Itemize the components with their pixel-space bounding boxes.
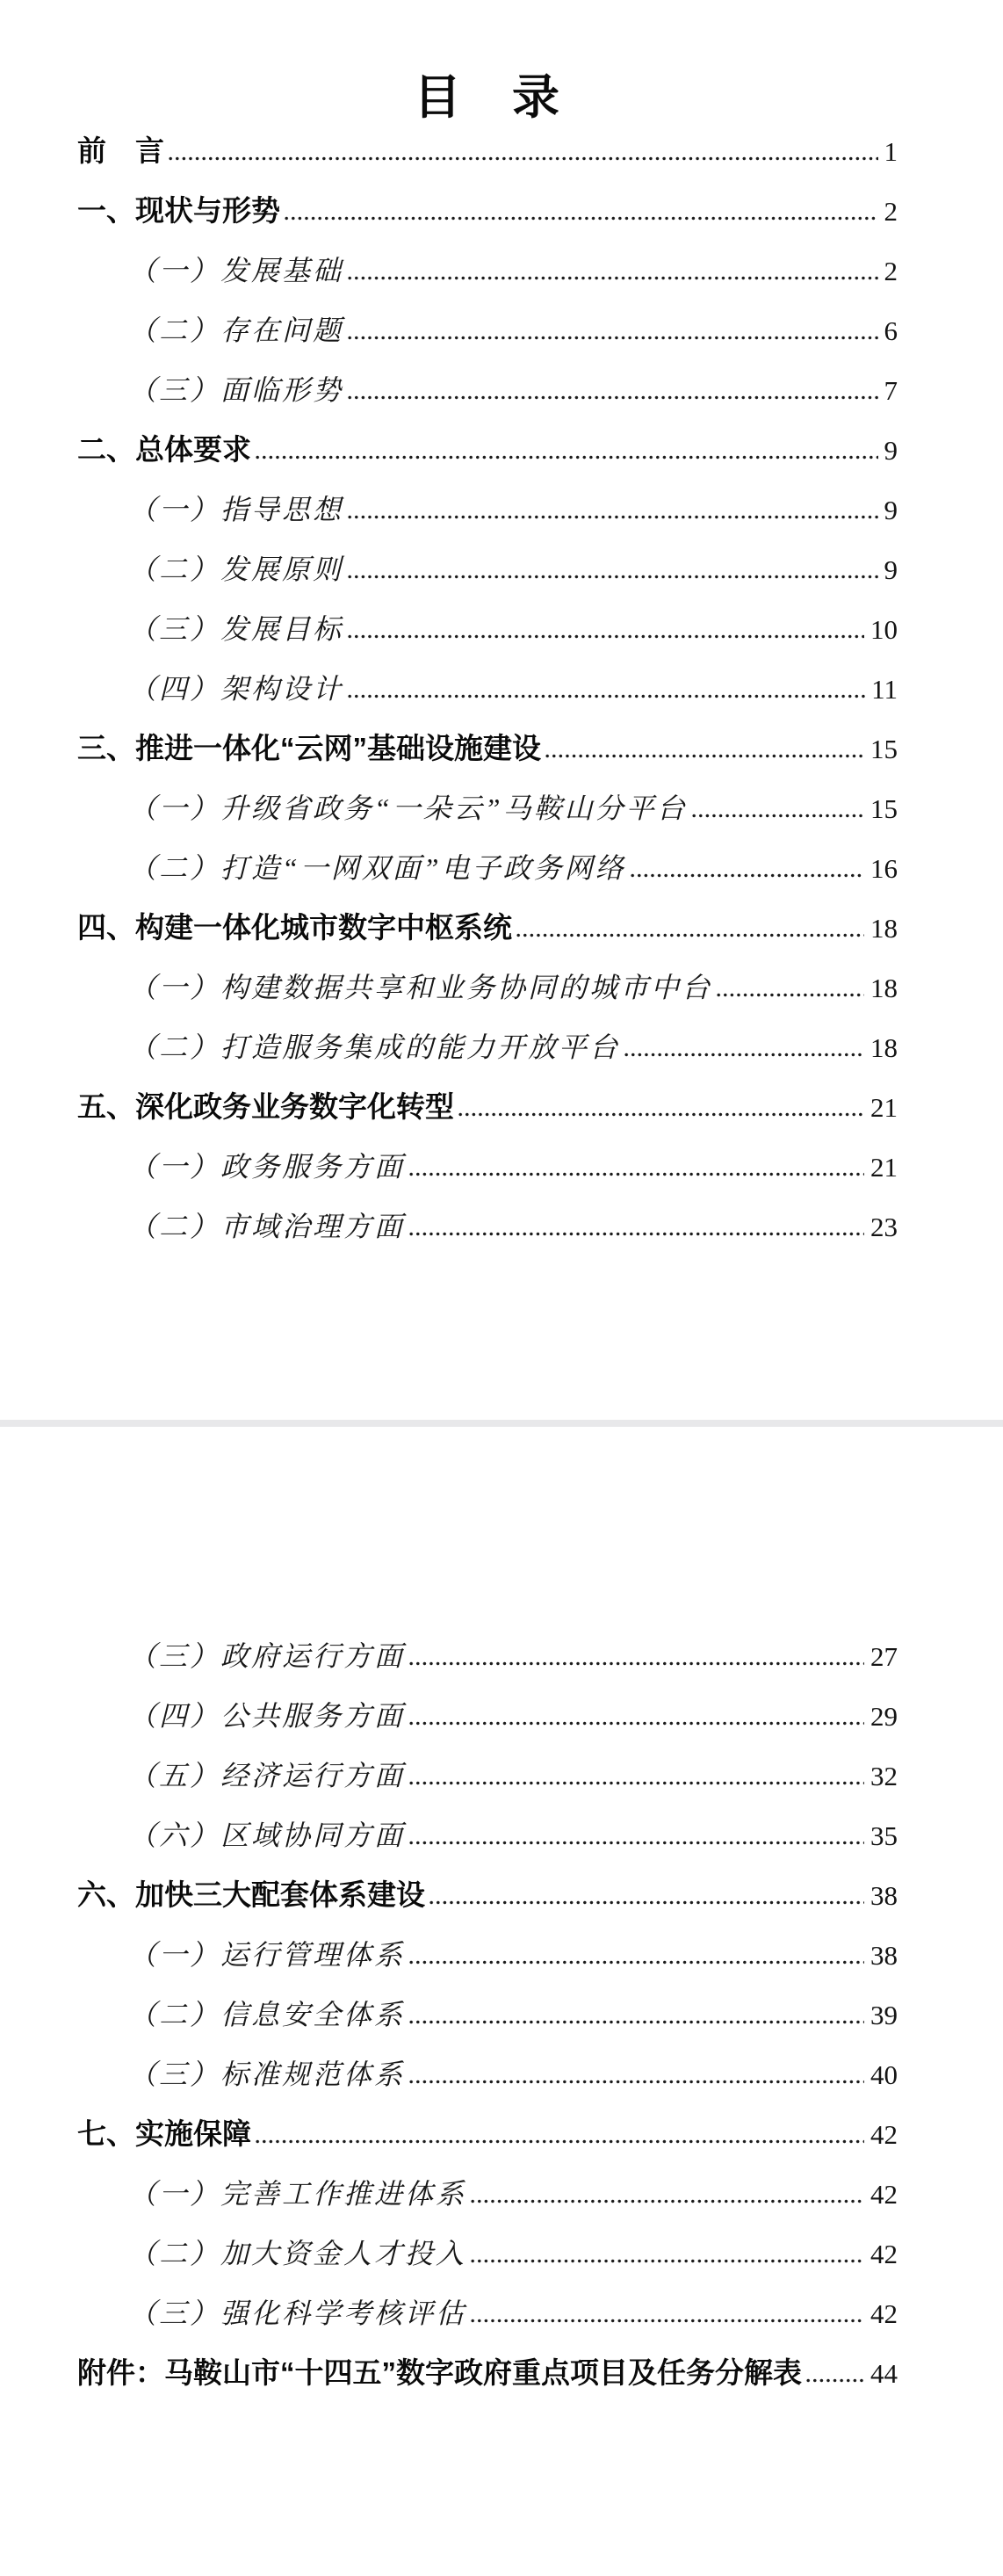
dot-leader: [347, 275, 877, 281]
toc-entry-page-number: 32: [870, 1761, 898, 1791]
toc-entry-label: （三）发展目标: [128, 613, 344, 645]
toc-entry[interactable]: [77, 2164, 898, 2224]
toc-entry[interactable]: [77, 360, 898, 420]
toc-entry[interactable]: [77, 1137, 898, 1197]
toc-entry[interactable]: [77, 1626, 898, 1686]
toc-entry[interactable]: [77, 659, 898, 719]
toc-page-2: [0, 1427, 1003, 2576]
toc-entry-label: （三）政府运行方面: [128, 1640, 406, 1672]
dot-leader: [408, 1171, 864, 1177]
toc-entry-page-number: 9: [884, 554, 898, 585]
toc-entry-page-number: 10: [870, 614, 898, 645]
toc-entry-label: 二、总体要求: [77, 433, 251, 466]
toc-entry-label: （三）标准规范体系: [128, 2059, 406, 2090]
dot-leader: [458, 1111, 864, 1118]
toc-entry-page-number: 42: [870, 2119, 898, 2150]
toc-entry[interactable]: [77, 1865, 898, 1925]
dot-leader: [408, 1231, 864, 1237]
toc-entry-page-number: 9: [884, 495, 898, 525]
toc-title: 目 录: [414, 71, 561, 124]
dot-leader: [347, 574, 877, 580]
toc-entry-page-number: 21: [870, 1152, 898, 1183]
toc-entry[interactable]: [77, 1197, 898, 1256]
toc-entry[interactable]: [77, 420, 898, 480]
toc-entry-label: 四、构建一体化城市数字中枢系统: [77, 911, 512, 944]
toc-entry-page-number: 44: [870, 2358, 898, 2389]
toc-entry-label: 前 言: [77, 134, 164, 167]
toc-entry-label: （五）经济运行方面: [128, 1760, 406, 1791]
toc-entry-page-number: 11: [871, 674, 898, 705]
toc-entry-page-number: 7: [884, 375, 898, 406]
dot-leader: [408, 1720, 864, 1726]
dot-leader: [347, 335, 877, 341]
page-separator: [0, 1420, 1003, 1427]
toc-entry-page-number: 18: [870, 973, 898, 1003]
toc-entry-label: （二）发展原则: [128, 554, 344, 585]
toc-entry-label: （六）区域协同方面: [128, 1820, 406, 1851]
dot-leader: [408, 2019, 864, 2025]
toc-entry-page-number: 2: [884, 256, 898, 286]
toc-entry-page-number: 29: [870, 1701, 898, 1732]
dot-leader: [284, 215, 878, 221]
dot-leader: [255, 2138, 864, 2145]
dot-leader: [408, 1959, 864, 1965]
toc-entry-label: （二）加大资金人才投入: [128, 2238, 467, 2269]
dot-leader: [255, 454, 878, 460]
toc-entry-page-number: 18: [870, 913, 898, 944]
toc-entry[interactable]: [77, 958, 898, 1017]
dot-leader: [408, 2079, 864, 2085]
toc-entry-label: （二）市域治理方面: [128, 1211, 406, 1242]
toc-entry[interactable]: [77, 539, 898, 599]
toc-entry-page-number: 42: [870, 2298, 898, 2329]
toc-entry[interactable]: [77, 241, 898, 300]
dot-leader: [630, 872, 864, 879]
toc-entry-label: （三）面临形势: [128, 374, 344, 406]
dot-leader: [408, 1840, 864, 1846]
toc-entry-label: （一）指导思想: [128, 494, 344, 525]
toc-entry[interactable]: [77, 838, 898, 898]
toc-entry-label: （一）构建数据共享和业务协同的城市中台: [128, 972, 713, 1003]
toc-entry-page-number: 39: [870, 2000, 898, 2030]
toc-entry[interactable]: [77, 2283, 898, 2343]
toc-entry[interactable]: [77, 719, 898, 778]
dot-leader: [347, 394, 877, 401]
toc-entry[interactable]: [77, 181, 898, 241]
toc-entry-label: 五、深化政务业务数字化转型: [77, 1090, 454, 1123]
toc-entry-page-number: 15: [870, 734, 898, 764]
dot-leader: [691, 813, 864, 819]
toc-entry-label: 三、推进一体化“云网”基础设施建设: [77, 732, 541, 764]
toc-entry-label: 七、实施保障: [77, 2117, 251, 2150]
toc-entry-label: （一）运行管理体系: [128, 1939, 406, 1971]
toc-entry-page-number: 35: [870, 1820, 898, 1851]
dot-leader: [347, 514, 877, 520]
toc-entry-page-number: 42: [870, 2179, 898, 2210]
toc-entry[interactable]: [77, 898, 898, 958]
dot-leader: [347, 633, 864, 640]
toc-entry-label: （一）完善工作推进体系: [128, 2178, 467, 2210]
dot-leader: [168, 156, 878, 162]
toc-entry-label: （二）打造“一网双面”电子政务网络: [128, 852, 626, 884]
toc-entry-label: （三）强化科学考核评估: [128, 2297, 467, 2329]
dot-leader: [545, 753, 864, 759]
dot-leader: [470, 2318, 864, 2324]
toc-entry[interactable]: [77, 1686, 898, 1746]
dot-leader: [408, 1780, 864, 1786]
toc-entry-page-number: 18: [870, 1032, 898, 1063]
toc-entry-label: （四）公共服务方面: [128, 1700, 406, 1732]
toc-entry[interactable]: [77, 300, 898, 360]
toc-entry-page-number: 40: [870, 2059, 898, 2090]
toc-entry[interactable]: [77, 1985, 898, 2044]
toc-entry-page-number: 23: [870, 1212, 898, 1242]
toc-entry-page-number: 42: [870, 2239, 898, 2269]
toc-entry-page-number: 9: [884, 435, 898, 466]
toc-entry-page-number: 16: [870, 853, 898, 884]
toc-entry[interactable]: [77, 1925, 898, 1985]
toc-entry[interactable]: [77, 1017, 898, 1077]
toc-entry-page-number: 15: [870, 793, 898, 824]
toc-entry-page-number: 38: [870, 1880, 898, 1911]
toc-entry-page-number: 27: [870, 1641, 898, 1672]
toc-entry-page-number: 1: [884, 136, 898, 167]
toc-list-page-2: [77, 1626, 898, 2403]
toc-entry[interactable]: [77, 778, 898, 838]
toc-entry-label: （二）信息安全体系: [128, 1999, 406, 2030]
toc-entry[interactable]: [77, 599, 898, 659]
dot-leader: [516, 932, 864, 938]
toc-entry-label: （一）升级省政务“一朵云”马鞍山分平台: [128, 792, 688, 824]
toc-entry-label: 六、加快三大配套体系建设: [77, 1878, 425, 1911]
dot-leader: [624, 1052, 864, 1058]
toc-entry[interactable]: [77, 1805, 898, 1865]
toc-entry[interactable]: [77, 480, 898, 539]
toc-entry[interactable]: [77, 2104, 898, 2164]
dot-leader: [429, 1899, 864, 1906]
toc-entry[interactable]: [77, 2224, 898, 2283]
dot-leader: [805, 2377, 864, 2384]
toc-entry-label: （一）政务服务方面: [128, 1151, 406, 1183]
toc-entry-page-number: 38: [870, 1940, 898, 1971]
toc-entry[interactable]: [77, 1746, 898, 1805]
dot-leader: [347, 693, 865, 699]
toc-entry-label: （二）存在问题: [128, 315, 344, 346]
dot-leader: [716, 992, 864, 998]
dot-leader: [470, 2258, 864, 2264]
dot-leader: [408, 1661, 864, 1667]
dot-leader: [470, 2198, 864, 2204]
toc-entry-label: （一）发展基础: [128, 255, 344, 286]
toc-entry[interactable]: [77, 1077, 898, 1137]
toc-list-page-1: [77, 121, 898, 1256]
toc-entry-label: （四）架构设计: [128, 673, 344, 705]
toc-entry-page-number: 6: [884, 315, 898, 346]
toc-entry-label: 附件：马鞍山市“十四五”数字政府重点项目及任务分解表: [77, 2356, 802, 2389]
toc-entry-page-number: 21: [870, 1092, 898, 1123]
toc-entry-page-number: 2: [884, 196, 898, 227]
toc-entry[interactable]: [77, 121, 898, 181]
toc-entry-label: 一、现状与形势: [77, 194, 280, 227]
toc-entry-label: （二）打造服务集成的能力开放平台: [128, 1031, 621, 1063]
toc-entry[interactable]: [77, 2343, 898, 2403]
toc-entry[interactable]: [77, 2044, 898, 2104]
